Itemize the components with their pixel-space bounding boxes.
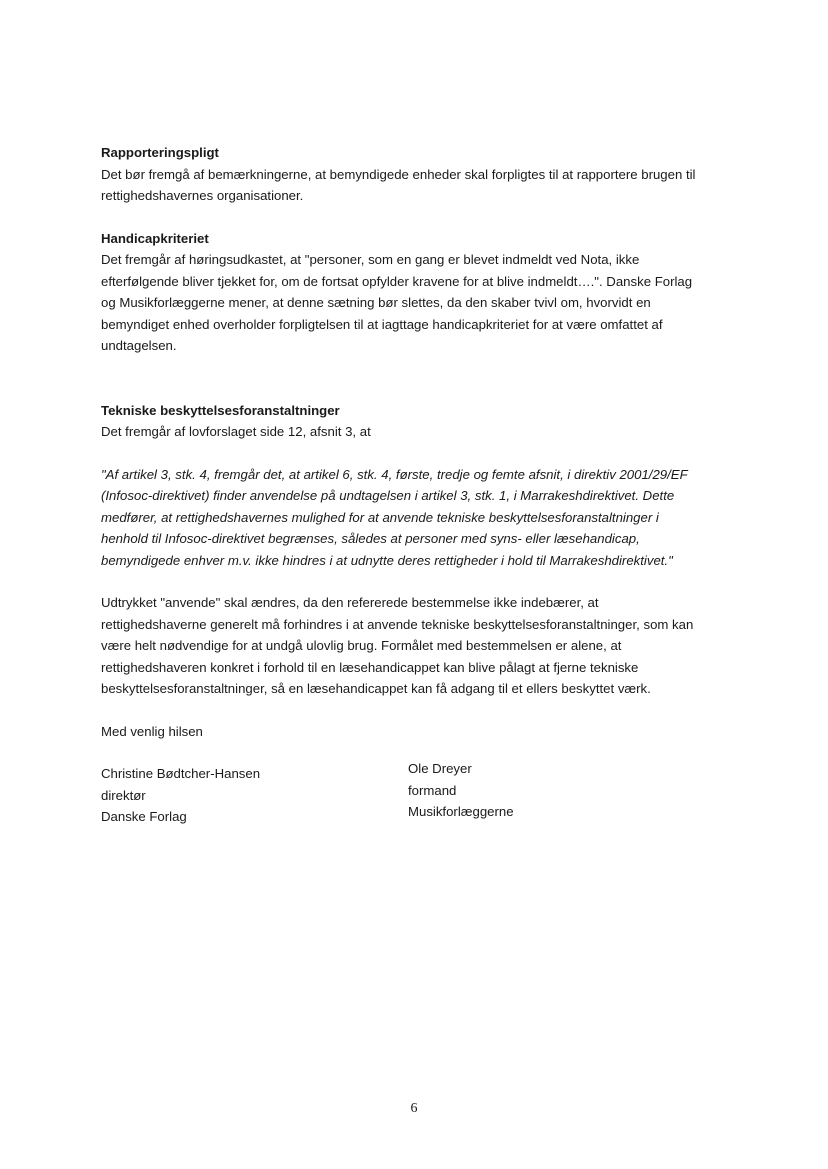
signatory-left <box>101 763 408 828</box>
section-heading: Handicapkriteriet <box>101 230 209 246</box>
section-rapporteringspligt <box>101 142 701 207</box>
section-text: Det fremgår af lovforslaget side 12, afsnit 3, at <box>101 424 371 439</box>
signature-block <box>101 763 701 828</box>
section-heading: Rapporteringspligt <box>101 145 219 160</box>
document-body <box>101 142 701 828</box>
section-text: Det fremgår af høringsudkastet, at "personer, som en gang er blevet indmeldt ved Nota, ikke efterfølgende bliver tjekket for, om de fortsat opfylder kravene for at blive indmeldt….". Danske Forlag og Musikforlæggerne mener, at denne sætning bør slettes, da den skaber tvivl om, hvorvidt en bemyndiget enhed overholder forpligtelsen til at iagttage handicapkriteriet for at være omfattet af undtagelsen. <box>101 252 693 353</box>
signatory-title: direktør <box>101 787 146 803</box>
body-paragraph: Udtrykket "anvende" skal ændres, da den refererede bestemmelse ikke indebærer, at rettighedshaverne generelt må forhindres i at anvende tekniske beskyttelsesforanstaltninger, som kan være helt nødvendige for at undgå ulovlig brug. Formålet med bestemmelsen er alene, at rettighedshaveren konkret i forhold til en læsehandicappet kan blive pålagt at fjerne tekniske beskyttelsesforanstaltninger, så en læsehandicappet kan få adgang til et ellers beskyttet værk. <box>101 595 694 696</box>
signatory-right <box>408 758 658 823</box>
page-number: 6 <box>410 1101 418 1116</box>
section-heading: Tekniske beskyttelsesforanstaltninger <box>101 402 340 418</box>
section-handicapkriteriet <box>101 228 701 357</box>
signatory-title: formand <box>408 782 457 798</box>
signatory-name: Christine Bødtcher-Hansen <box>101 766 261 781</box>
quoted-passage: "Af artikel 3, stk. 4, fremgår det, at artikel 6, stk. 4, første, tredje og femte afsnit, i direktiv 2001/29/EF (Infosoc-direktivet) finder anvendelse på undtagelsen i artikel 3, stk. 1, i Marrakeshdirektivet. Dette medfører, at rettighedshavernes mulighed for at anvende tekniske beskyttelsesforanstaltninger i henhold til Infosoc-direktivet begrænses, således at personer med syns- eller læsehandicap, bemyndigede enhver m.v. ikke hindres i at udnytte deres rettigheder i hold til Marrakeshdirektivet." <box>101 466 688 568</box>
section-tekniske-beskyttelsesforanstaltninger <box>101 400 701 443</box>
section-text: Det bør fremgå af bemærkningerne, at bemyndigede enheder skal forpligtes til at rapportere brugen til rettighedshavernes organisationer. <box>101 166 696 203</box>
signatory-organization: Danske Forlag <box>101 809 187 824</box>
signatory-name: Ole Dreyer <box>408 761 472 776</box>
signatory-organization: Musikforlæggerne <box>408 804 514 819</box>
closing-salutation: Med venlig hilsen <box>101 723 203 739</box>
